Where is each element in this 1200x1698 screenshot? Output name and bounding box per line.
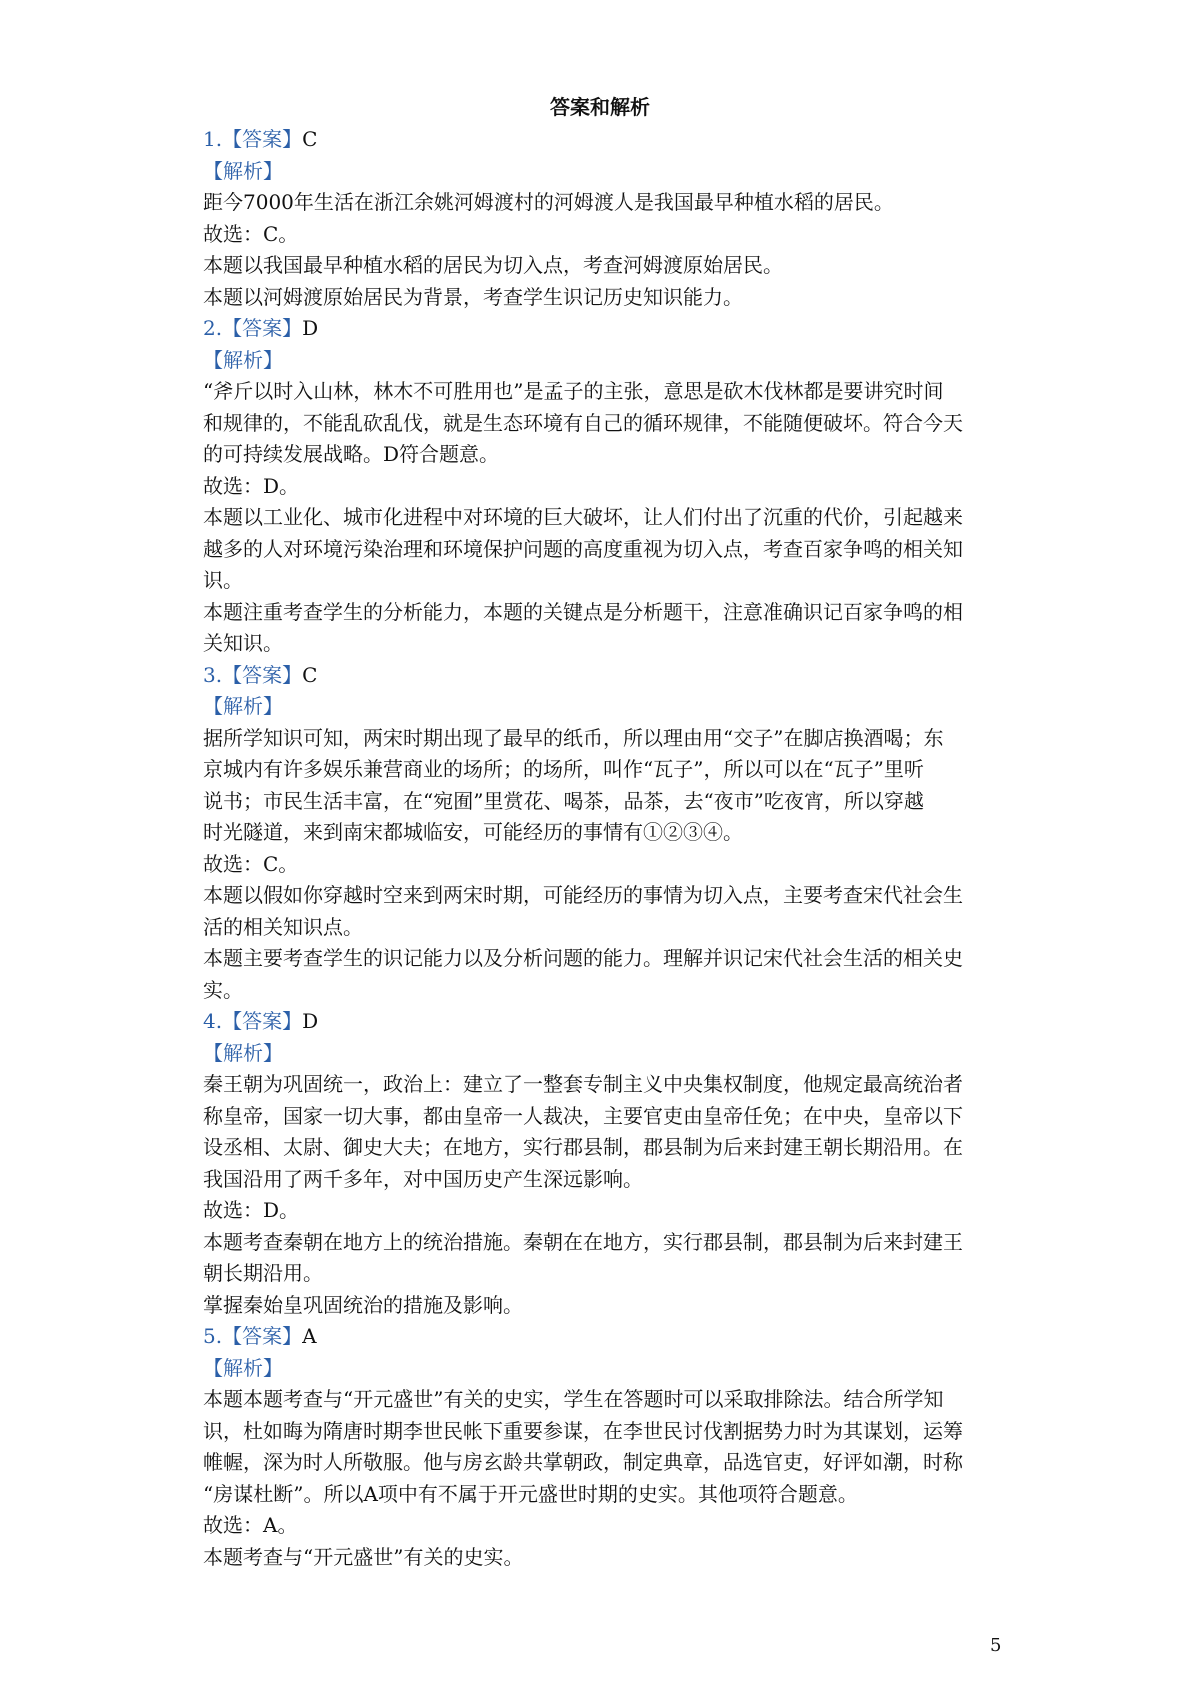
analysis-text-line: 说书；市民生活丰富，在“宛囿”里赏花、喝茶，品茶，去“夜市”吃夜宵，所以穿越 [203,788,924,813]
analysis-text-line: 称皇帝，国家一切大事，都由皇帝一人裁决，主要官吏由皇帝任免；在中央，皇帝以下 [203,1103,963,1128]
analysis-text-line: 距今7000年生活在浙江余姚河姆渡村的河姆渡人是我国最早种植水稻的居民。 [203,190,894,214]
analysis-text-line: “房谋杜断”。所以A项中有不属于开元盛世时期的史实。其他项符合题意。 [203,1481,858,1506]
answer-block [203,660,1003,1007]
answer-block [203,313,1003,660]
analysis-text-line: 本题以工业化、城市化进程中对环境的巨大破坏，让人们付出了沉重的代价，引起越来 [203,505,963,529]
analysis-text-line: 帷幄，深为时人所敬服。他与房玄龄共掌朝政，制定典章，品选官吏，好评如潮，时称 [203,1450,963,1474]
answer-choice: C [302,127,318,151]
answer-block [203,124,1003,313]
analysis-text-line: 本题以河姆渡原始居民为背景，考查学生识记历史知识能力。 [203,284,743,309]
analysis-text-line: 本题考查秦朝在地方上的统治措施。秦朝在在地方，实行郡县制，郡县制为后来封建王 [203,1229,963,1254]
answer-block [203,1006,1003,1321]
analysis-text-line: 识。 [203,568,243,592]
analysis-text-line: 本题注重考查学生的分析能力，本题的关键点是分析题干，注意准确识记百家争鸣的相 [203,599,963,624]
analysis-label: 【解析】 [203,1040,283,1065]
answer-label: 1.【答案】 [203,127,303,151]
analysis-text-line: 朝长期沿用。 [203,1261,323,1285]
analysis-text-line: 越多的人对环境污染治理和环境保护问题的高度重视为切入点，考查百家争鸣的相关知 [203,536,963,561]
analysis-text-line: 实。 [203,977,243,1002]
analysis-text-line: 和规律的，不能乱砍乱伐，就是生态环境有自己的循环规律，不能随便破坏。符合今天 [203,410,963,435]
analysis-text-line: 故选：C。 [203,851,299,876]
analysis-label: 【解析】 [203,1355,283,1380]
analysis-text-line: 的可持续发展战略。D符合题意。 [203,442,500,466]
answer-choice: C [302,662,318,687]
answer-choice: D [302,316,319,340]
answer-heading [203,1321,1003,1353]
answer-heading [203,124,1003,156]
analysis-text-line: 时光隧道，来到南宋都城临安，可能经历的事情有①②③④。 [203,820,743,844]
analysis-label: 【解析】 [203,158,283,183]
page-title: 答案和解析 [550,95,650,119]
analysis-text-line: 我国沿用了两千多年，对中国历史产生深远影响。 [203,1166,643,1191]
analysis-text-line: 掌握秦始皇巩固统治的措施及影响。 [203,1292,523,1317]
analysis-text-line: 本题以我国最早种植水稻的居民为切入点，考查河姆渡原始居民。 [203,253,783,277]
answer-list [203,124,1003,1573]
analysis-text-line: 本题主要考查学生的识记能力以及分析问题的能力。理解并识记宋代社会生活的相关史 [203,946,963,970]
answer-choice: D [302,1009,319,1033]
analysis-text-line: 设丞相、太尉、御史大夫；在地方，实行郡县制，郡县制为后来封建王朝长期沿用。在 [203,1135,963,1159]
analysis-text-line: 秦王朝为巩固统一，政治上：建立了一整套专制主义中央集权制度，他规定最高统治者 [203,1072,963,1096]
answer-heading [203,313,1003,345]
analysis-text-line: 本题考查与“开元盛世”有关的史实。 [203,1544,524,1569]
analysis-text-line: 故选：D。 [203,473,300,498]
answer-choice: A [302,1324,317,1348]
analysis-label: 【解析】 [203,694,283,718]
analysis-text-line: 活的相关知识点。 [203,914,363,939]
analysis-text-line: 故选：D。 [203,1198,300,1222]
analysis-text-line: 本题本题考查与“开元盛世”有关的史实，学生在答题时可以采取排除法。结合所学知 [203,1387,944,1411]
analysis-text-line: 据所学知识可知，两宋时期出现了最早的纸币，所以理由用“交子”在脚店换酒喝；东 [203,725,944,750]
answer-label: 3.【答案】 [203,662,303,687]
analysis-text-line: “斧斤以时入山林，林木不可胜用也”是孟子的主张，意思是砍木伐林都是要讲究时间 [203,379,944,403]
answer-heading [203,660,1003,692]
analysis-text-line: 识，杜如晦为隋唐时期李世民帐下重要参谋，在李世民讨伐割据势力时为其谋划，运筹 [203,1418,963,1443]
analysis-text-line: 京城内有许多娱乐兼营商业的场所；的场所，叫作“瓦子”，所以可以在“瓦子”里听 [203,757,924,781]
analysis-text-line: 本题以假如你穿越时空来到两宋时期，可能经历的事情为切入点，主要考查宋代社会生 [203,883,963,907]
answer-label: 4.【答案】 [203,1009,303,1033]
analysis-label: 【解析】 [203,347,283,372]
analysis-text-line: 故选：A。 [203,1513,298,1537]
answer-label: 2.【答案】 [203,316,303,340]
answer-block [203,1321,1003,1573]
analysis-text-line: 关知识。 [203,631,283,655]
answer-label: 5.【答案】 [203,1324,303,1348]
analysis-text-line: 故选：C。 [203,221,299,246]
page-number: 5 [990,1635,1002,1656]
answer-heading [203,1006,1003,1038]
